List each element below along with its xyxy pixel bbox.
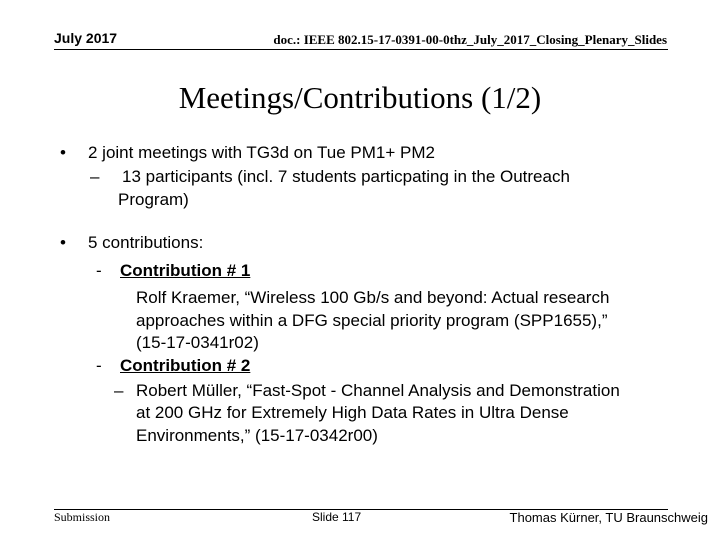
contribution-line: approaches within a DFG special priority program (SPP1655),” — [136, 311, 608, 330]
slide-title: Meetings/Contributions (1/2) — [178, 80, 542, 115]
contribution-dash: – — [114, 381, 124, 400]
bullet-text: 2 joint meetings with TG3d on Tue PM1+ PM2 — [88, 143, 435, 162]
header-doc-id: doc.: IEEE 802.15-17-0391-00-0thz_July_2017_Closing_Plenary_Slides — [273, 32, 667, 47]
sub-text: Program) — [118, 190, 189, 209]
contribution-label: Contribution # 2 — [120, 356, 251, 375]
contribution-line: at 200 GHz for Extremely High Data Rates in Ultra Dense — [136, 403, 569, 422]
footer-submission: Submission — [54, 510, 111, 524]
header-date: July 2017 — [54, 30, 118, 46]
contribution-line: Robert Müller, “Fast-Spot - Channel Analysis and Demonstration — [136, 381, 620, 400]
contribution-line: Rolf Kraemer, “Wireless 100 Gb/s and beyond: Actual research — [136, 288, 610, 307]
contribution-line: (15-17-0341r02) — [136, 333, 259, 352]
sub-marker: – — [90, 167, 100, 186]
sub-text: 13 participants (incl. 7 students particpating in the Outreach — [122, 167, 570, 186]
bullet-text: 5 contributions: — [88, 233, 204, 252]
contribution-label: Contribution # 1 — [120, 261, 251, 280]
footer-slide-number: Slide 117 — [312, 510, 362, 524]
header-rule — [54, 49, 668, 50]
footer-author: Thomas Kürner, TU Braunschweig — [509, 510, 708, 525]
contribution-marker: - — [96, 261, 102, 280]
bullet-marker: • — [60, 143, 66, 162]
contribution-marker: - — [96, 356, 102, 375]
contribution-line: Environments,” (15-17-0342r00) — [136, 426, 378, 445]
bullet-marker: • — [60, 233, 66, 252]
